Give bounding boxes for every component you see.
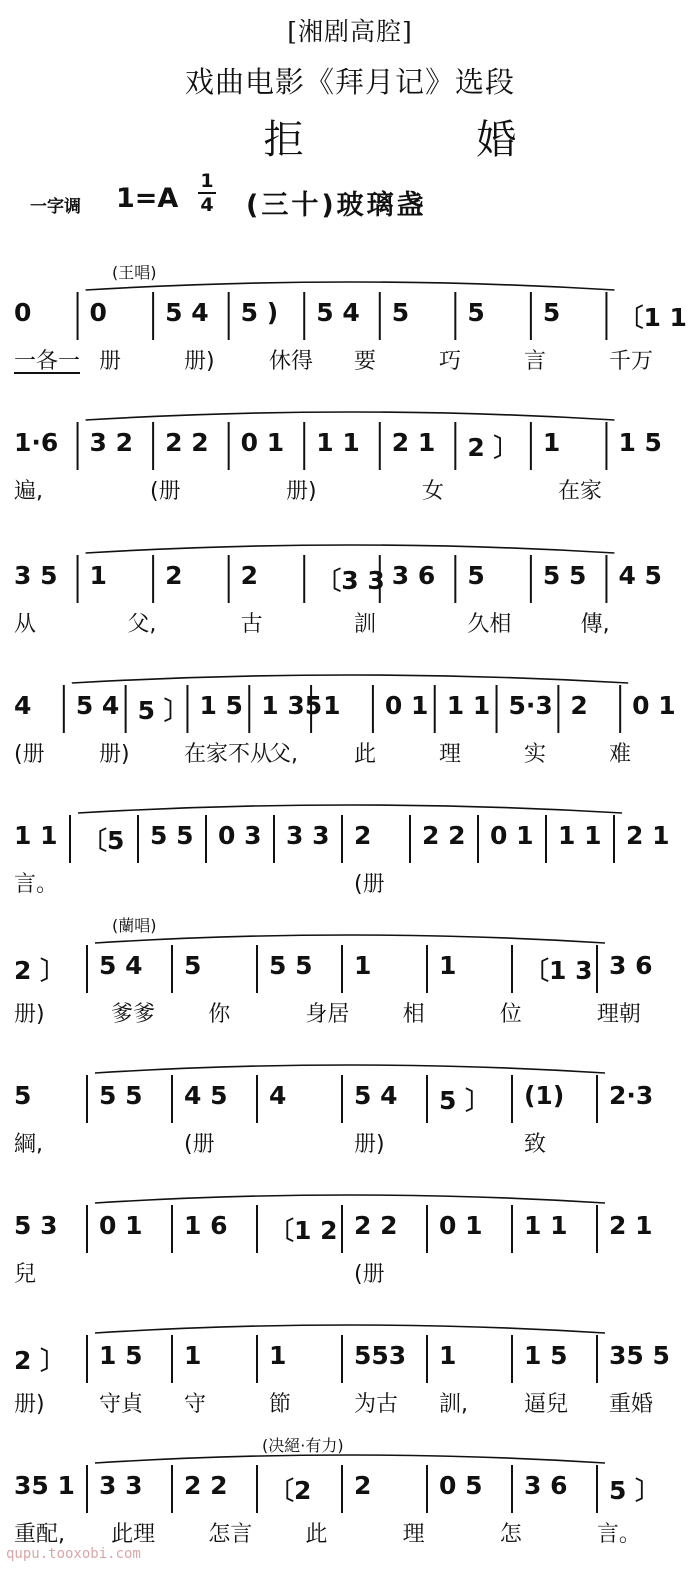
- measure: 5: [14, 1081, 32, 1110]
- measure: 0 1: [99, 1211, 143, 1240]
- measure: 1: [184, 1341, 202, 1370]
- measure: 1: [323, 691, 341, 720]
- slur-arc: [95, 1455, 605, 1463]
- lyric: 一各一: [14, 349, 81, 374]
- measure: 2 2: [354, 1211, 398, 1240]
- measure: 0 3: [218, 821, 262, 850]
- lyric: 訓: [354, 612, 377, 637]
- measure: 〔2: [269, 1476, 312, 1505]
- genre-label: [湘剧高腔]: [287, 17, 413, 46]
- lyric: 身居: [305, 1002, 350, 1027]
- measure: 4: [14, 691, 32, 720]
- measure: 3 6: [391, 561, 436, 590]
- lyric: 在家: [558, 479, 603, 504]
- time-signature-denominator: 4: [200, 194, 214, 216]
- measure: 1 5: [618, 428, 662, 457]
- measure: 5·3: [508, 691, 553, 720]
- score-line: [0, 1175, 700, 1315]
- measure: 〔1 2: [269, 1216, 338, 1245]
- lyric: (册: [354, 1262, 385, 1287]
- score-line: [0, 785, 700, 925]
- lyric: 相: [402, 1002, 425, 1027]
- score-line: [0, 1305, 700, 1445]
- performance-note: (决絕·有力): [262, 1436, 344, 1455]
- lyric: 理朝: [596, 1002, 641, 1027]
- measure: 3 3: [286, 821, 330, 850]
- lyric: 你: [208, 1002, 231, 1027]
- measure: 1 5: [99, 1341, 143, 1370]
- lyric: 綱,: [14, 1132, 43, 1157]
- lyric: 休得: [269, 349, 314, 374]
- measure: 〔3 3: [316, 566, 385, 595]
- measure: 〔5: [82, 826, 125, 855]
- lyric: 言。: [596, 1522, 641, 1547]
- measure: 1 5: [524, 1341, 568, 1370]
- measure: 2: [570, 691, 588, 720]
- measure: 5 4: [99, 951, 143, 980]
- piece-title: 拒 婚: [263, 117, 597, 163]
- slur-arc: [95, 1195, 605, 1203]
- lyric: 此: [354, 742, 377, 767]
- measure: 5: [467, 298, 485, 327]
- lyric: 守: [184, 1392, 207, 1417]
- measure: 2: [354, 821, 372, 850]
- lyric: (册: [184, 1132, 215, 1157]
- measure: 2: [165, 561, 183, 590]
- measure: (1): [524, 1081, 565, 1110]
- lyric: 此理: [111, 1522, 156, 1547]
- measure: 1: [439, 951, 457, 980]
- score-line: [0, 915, 700, 1055]
- score-line: [0, 1045, 700, 1185]
- lyric: 言: [524, 349, 547, 374]
- lyric: 理: [439, 742, 462, 767]
- lyric: 此: [305, 1522, 328, 1547]
- slur-arc: [95, 935, 605, 943]
- lyric: 古: [240, 612, 263, 637]
- lyric: 位: [499, 1002, 522, 1027]
- score-line: [0, 525, 700, 665]
- measure: 2·3: [609, 1081, 654, 1110]
- measure: 5 5: [269, 951, 313, 980]
- barlines: [0, 1045, 700, 1185]
- measure: 1 1: [524, 1211, 568, 1240]
- measure: 35 5: [609, 1341, 670, 1370]
- lyric: 兒: [14, 1262, 37, 1287]
- measure: 5 4: [316, 298, 360, 327]
- lyric: 守貞: [99, 1392, 144, 1417]
- lyric: 節: [269, 1392, 292, 1417]
- lyric: 爹爹: [111, 1002, 156, 1027]
- measure: 0: [14, 298, 32, 327]
- barlines: [0, 1175, 700, 1315]
- slur-arc: [72, 675, 628, 683]
- lyric: 册): [14, 1002, 45, 1027]
- measure: 3 2: [89, 428, 134, 457]
- measure: 1 6: [184, 1211, 228, 1240]
- measure: 5 ): [240, 298, 279, 327]
- slur-arc: [86, 412, 615, 420]
- measure: 5 4: [354, 1081, 398, 1110]
- measure: 2 1: [626, 821, 670, 850]
- measure: 5 〕: [137, 696, 189, 725]
- lyric: 傳,: [580, 612, 610, 637]
- lyric: 父,: [269, 742, 298, 767]
- measure: 2 2: [165, 428, 209, 457]
- lyric: 重婚: [609, 1392, 654, 1417]
- measure: 1: [354, 951, 372, 980]
- lyric: 致: [524, 1132, 547, 1157]
- measure: 35 1: [14, 1471, 75, 1500]
- measure: 0 1: [240, 428, 285, 457]
- measure: 1: [89, 561, 107, 590]
- measure: 2 2: [422, 821, 466, 850]
- measure: 2: [354, 1471, 372, 1500]
- lyric: 在家不从: [184, 742, 273, 767]
- measure: 1 1: [558, 821, 602, 850]
- slur-arc: [86, 545, 615, 553]
- measure: 1: [269, 1341, 287, 1370]
- measure: 2 1: [609, 1211, 653, 1240]
- measure: 1 1: [316, 428, 360, 457]
- measure: 1: [542, 428, 561, 457]
- measure: 5 4: [165, 298, 209, 327]
- measure: 0: [89, 298, 107, 327]
- measure: 〔1 1: [618, 303, 687, 332]
- measure: 3 5: [14, 561, 58, 590]
- lyric: 册): [99, 742, 130, 767]
- measure: 2 〕: [467, 433, 519, 462]
- lyric: 册: [99, 349, 122, 374]
- slur-arc: [95, 1325, 605, 1333]
- measure: 1 1: [14, 821, 58, 850]
- barlines: [0, 392, 700, 532]
- lyric: 理: [402, 1522, 425, 1547]
- lyric: 言。: [14, 872, 59, 897]
- watermark: qupu.tooxobi.com: [6, 1546, 141, 1562]
- measure: 4 5: [618, 561, 662, 590]
- lyric: 女: [422, 479, 445, 504]
- lyric: 怎: [499, 1522, 522, 1547]
- measure: 5: [542, 298, 561, 327]
- measure: 4 5: [184, 1081, 228, 1110]
- measure: 5: [184, 951, 202, 980]
- lyric: 要: [354, 349, 377, 374]
- performance-note: (王唱): [112, 263, 157, 282]
- lyric: 重配,: [14, 1522, 65, 1547]
- lyric: 从: [14, 612, 37, 637]
- measure: 3 6: [524, 1471, 568, 1500]
- measure: 0 5: [439, 1471, 483, 1500]
- tune-name: (三十)玻璃盏: [246, 190, 427, 221]
- lyric: 难: [609, 742, 632, 767]
- lyric: (册: [354, 872, 385, 897]
- lyric: 久相: [467, 612, 512, 637]
- barlines: [0, 915, 700, 1055]
- score-line: [0, 262, 700, 402]
- lyric: (册: [150, 479, 181, 504]
- score-line: [0, 392, 700, 532]
- measure: 2 2: [184, 1471, 228, 1500]
- slur-arc: [86, 282, 615, 290]
- lyric: 册): [286, 479, 317, 504]
- lyric: 实: [524, 742, 547, 767]
- measure: 5 〕: [439, 1086, 491, 1115]
- measure: 5 5: [542, 561, 587, 590]
- lyric: 为古: [354, 1392, 399, 1417]
- lyric: 遍,: [14, 479, 43, 504]
- lyric: 册): [354, 1132, 385, 1157]
- lyric: 父,: [127, 612, 157, 637]
- measure: 5 5: [150, 821, 194, 850]
- performance-note: (蘭唱): [112, 916, 157, 935]
- measure: 0 1: [384, 691, 429, 720]
- measure: 〔1 3: [524, 956, 593, 985]
- measure: 4: [269, 1081, 287, 1110]
- measure: 5: [467, 561, 485, 590]
- measure: 5 4: [75, 691, 120, 720]
- mode-label: 一字调: [30, 197, 81, 217]
- measure: 0 1: [632, 691, 676, 720]
- slur-arc: [95, 1065, 605, 1073]
- lyric: 怎言: [208, 1522, 253, 1547]
- measure: 3 6: [609, 951, 653, 980]
- measure: 1·6: [14, 428, 59, 457]
- measure: 553: [354, 1341, 407, 1370]
- measure: 2 〕: [14, 1346, 66, 1375]
- measure: 2 1: [391, 428, 436, 457]
- measure: 5 3: [14, 1211, 58, 1240]
- measure: 1 5: [199, 691, 243, 720]
- barlines: [0, 655, 700, 795]
- lyric: 册): [14, 1392, 45, 1417]
- measure: 0 1: [439, 1211, 483, 1240]
- lyric: (册: [14, 742, 45, 767]
- score-line: [0, 655, 700, 795]
- measure: 1 35: [261, 691, 323, 720]
- time-signature: [196, 170, 218, 216]
- lyric: 訓,: [439, 1392, 468, 1417]
- key-signature: 1=A: [116, 183, 179, 214]
- lyric: 逼兒: [524, 1392, 569, 1417]
- subtitle: 戏曲电影《拜月记》选段: [184, 65, 515, 99]
- measure: 0 1: [490, 821, 534, 850]
- lyric: 巧: [439, 349, 462, 374]
- barlines: [0, 262, 700, 402]
- barlines: [0, 1305, 700, 1445]
- measure: 1 1: [446, 691, 491, 720]
- measure: 2 〕: [14, 956, 66, 985]
- measure: 2: [240, 561, 259, 590]
- slur-arc: [78, 805, 622, 813]
- time-signature-numerator: 1: [200, 170, 214, 192]
- lyric: 册): [184, 349, 215, 374]
- lyric: 千万: [609, 349, 654, 374]
- measure: 5 5: [99, 1081, 143, 1110]
- measure: 5 〕: [609, 1476, 661, 1505]
- measure: 1: [439, 1341, 457, 1370]
- measure: 3 3: [99, 1471, 143, 1500]
- measure: 5: [391, 298, 410, 327]
